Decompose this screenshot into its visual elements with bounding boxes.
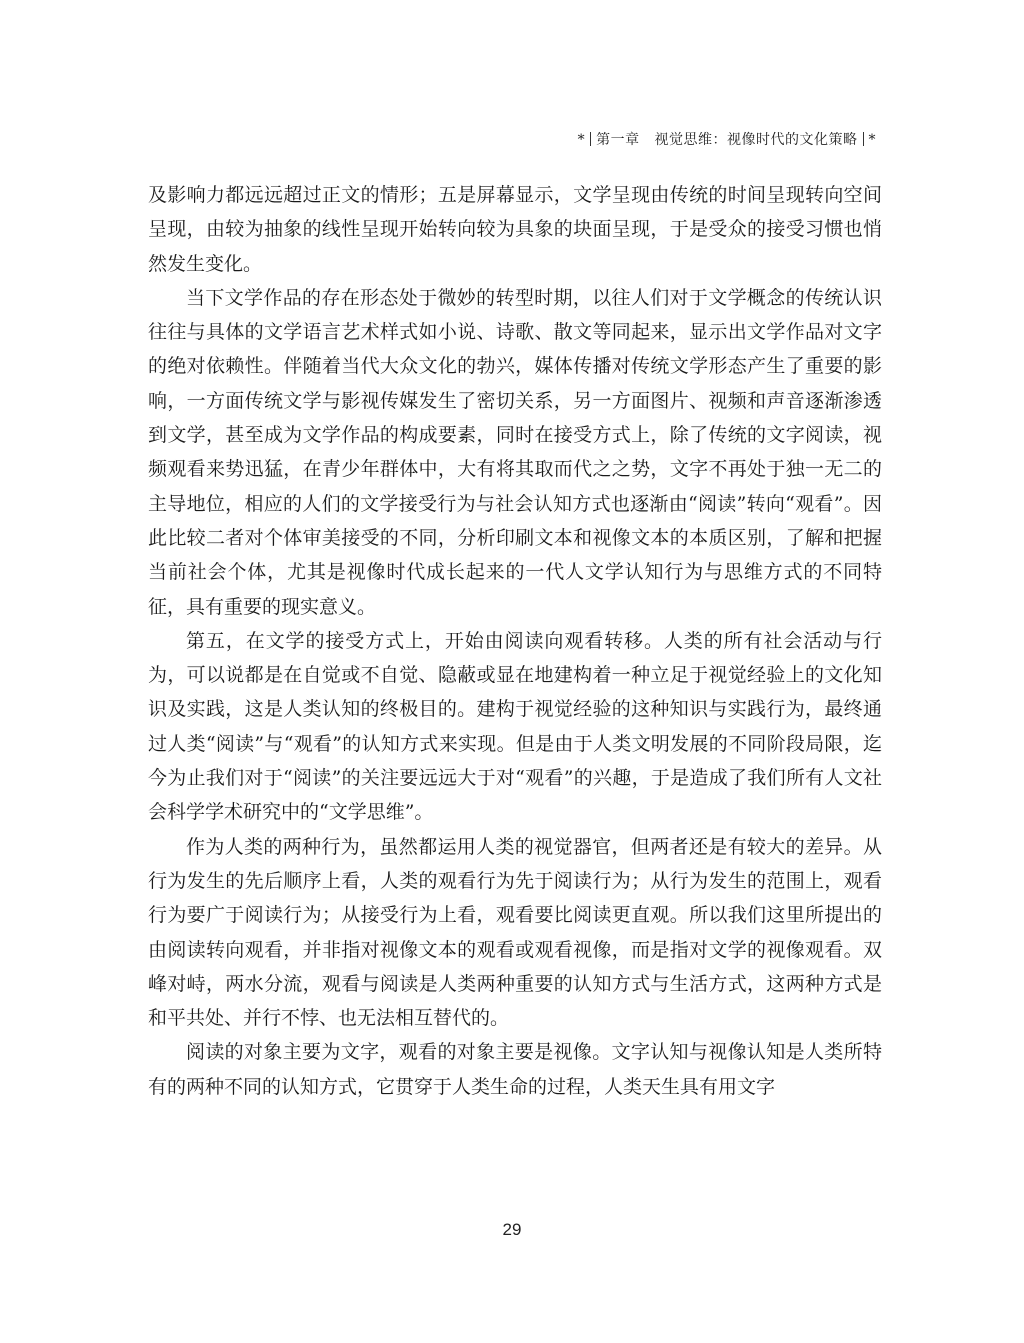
paragraph: 当下文学作品的存在形态处于微妙的转型时期，以往人们对于文学概念的传统认识往往与具体的文学语言艺术样式如小说、诗歌、散文等同起来，显示出文学作品对文字的绝对依赖性。伴随着当代大众文化的勃兴，媒体传播对传统文学形态产生了重要的影响，一方面传统文学与影视传媒发生了密切关系，另一方面图片、视频和声音逐渐渗透到文学，甚至成为文学作品的构成要素，同时在接受方式上，除了传统的文字阅读，视频观看来势迅猛，在青少年群体中，大有将其取而代之之势，文字不再处于独一无二的主导地位，相应的人们的文学接受行为与社会认知方式也逐渐由“阅读”转向“观看”。因此比较二者对个体审美接受的不同，分析印刷文本和视像文本的本质区别，了解和把握当前社会个体，尤其是视像时代成长起来的一代人文学认知行为与思维方式的不同特征，具有重要的现实意义。 <box>148 286 882 618</box>
header-divider <box>863 132 864 146</box>
chapter-title: 视觉思维：视像时代的文化策略 <box>654 132 858 148</box>
header-divider <box>590 132 591 146</box>
chapter-label: 第一章 <box>596 132 640 148</box>
body-text <box>148 178 882 1104</box>
paragraph: 阅读的对象主要为文字，观看的对象主要是视像。文字认知与视像认知是人类所特有的两种不同的认知方式，它贯穿于人类生命的过程，人类天生具有用文字 <box>148 1041 882 1098</box>
paragraph: 及影响力都远远超过正文的情形；五是屏幕显示，文学呈现由传统的时间呈现转向空间呈现，由较为抽象的线性呈现开始转向较为具象的块面呈现，于是受众的接受习惯也悄然发生变化。 <box>148 184 882 275</box>
paragraph: 第五，在文学的接受方式上，开始由阅读向观看转移。人类的所有社会活动与行为，可以说都是在自觉或不自觉、隐蔽或显在地建构着一种立足于视觉经验上的文化知识及实践，这是人类认知的终极目的。建构于视觉经验的这种知识与实践行为，最终通过人类“阅读”与“观看”的认知方式来实现。但是由于人类文明发展的不同阶段局限，迄今为止我们对于“阅读”的关注要远远大于对“观看”的兴趣，于是造成了我们所有人文社会科学学术研究中的“文学思维”。 <box>148 629 882 824</box>
running-header <box>578 129 876 149</box>
star-ornament-left: * <box>577 132 586 148</box>
star-ornament-right: * <box>868 132 876 148</box>
paragraph: 作为人类的两种行为，虽然都运用人类的视觉器官，但两者还是有较大的差异。从行为发生的先后顺序上看，人类的观看行为先于阅读行为；从行为发生的范围上，观看行为要广于阅读行为；从接受行为上看，观看要比阅读更直观。所以我们这里所提出的由阅读转向观看，并非指对视像文本的观看或观看视像，而是指对文学的视像观看。双峰对峙，两水分流，观看与阅读是人类两种重要的认知方式与生活方式，这两种方式是和平共处、并行不悖、也无法相互替代的。 <box>148 835 882 1030</box>
page-number: 29 <box>502 1220 522 1239</box>
